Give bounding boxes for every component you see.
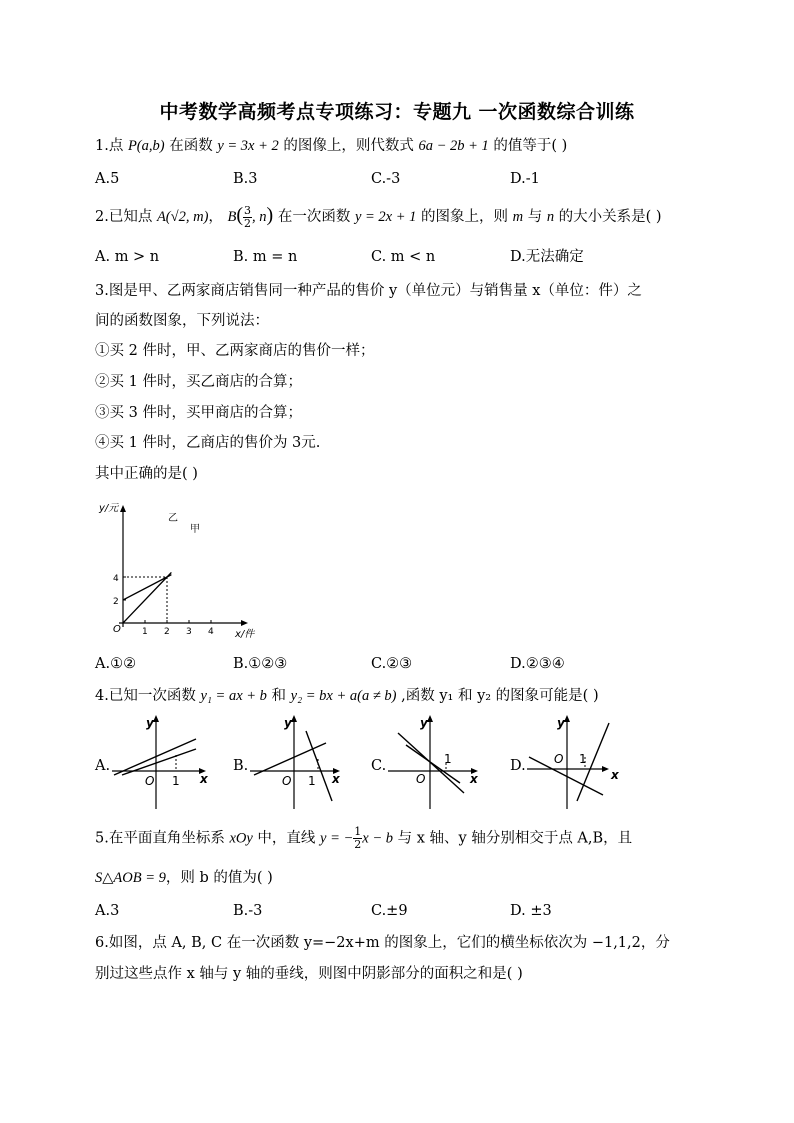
q5-post: 与 x 轴、y 轴分别相交于点 A,B，且	[393, 830, 633, 847]
q4c-one: 1	[444, 752, 452, 766]
q2-n: n	[546, 209, 555, 225]
q3-xtick-label: 3	[186, 627, 192, 637]
q4d-y-arrow-icon	[564, 715, 570, 722]
q3-xtick-label: 4	[208, 627, 214, 637]
q1-post: 的值等于( )	[488, 138, 568, 154]
q3-xlabel: x/件	[235, 629, 255, 640]
q3-xtick-label: 1	[142, 627, 148, 637]
q4-label-c: C.	[371, 758, 387, 774]
q4d-one: 1	[579, 752, 587, 766]
q5-area: S△AOB = 9	[95, 870, 166, 886]
q3-stem-line2: 间的函数图象，下列说法：	[95, 313, 269, 329]
q4-function-1: y₁ = ax + b	[200, 688, 267, 704]
q2-point-b-letter: B	[227, 209, 237, 225]
q2-frac-den: 2	[244, 216, 252, 230]
q3-statement-3: ③买 3 件时，买甲商店的合算；	[95, 405, 302, 421]
q4-function-2: y₂ = bx + a(a ≠ b)	[290, 688, 397, 704]
q2-pre: 2.已知点	[95, 209, 157, 225]
q1-mid: 在函数	[164, 138, 218, 154]
q3-series-yi	[123, 575, 171, 600]
q5-fraction	[353, 826, 362, 851]
q1-expression: 6a − 2b + 1	[418, 138, 489, 154]
q4a-origin: O	[145, 774, 155, 788]
q4a-y-arrow-icon	[153, 715, 159, 722]
q3-graph-plot	[113, 505, 248, 637]
q2-point-a: A(√2, m)	[156, 209, 209, 225]
q3-ytick-label: 4	[113, 574, 119, 584]
q5-option-d: D. ±3	[510, 903, 552, 919]
q4d-y-label: y	[557, 716, 565, 730]
q4-label-b: B.	[233, 758, 249, 774]
q4a-line-1	[114, 739, 196, 775]
q1-mid2: 的图像上，则代数式	[278, 138, 419, 154]
q4-post: ,函数 y₁ 和 y₂ 的图象可能是( )	[396, 688, 599, 704]
q4c-y-arrow-icon	[427, 715, 433, 722]
q3-xtick-label: 2	[164, 627, 170, 637]
q4b-x-label: x	[332, 772, 340, 786]
q1-function: y = 3x + 2	[217, 138, 279, 154]
q3-label-jia: 甲	[190, 524, 200, 535]
q4-graph-d	[523, 713, 627, 811]
q2-paren-right: )	[266, 204, 274, 226]
q6-stem-line1: 6.如图，点 A, B, C 在一次函数 y=−2x+m 的图象上，它们的横坐标依次为 −1,1,2，分	[95, 935, 670, 951]
q4d-line-1	[529, 757, 603, 795]
q4b-y-label: y	[284, 716, 292, 730]
q3-option-c: C.②③	[371, 656, 413, 672]
q3-statement-1: ①买 2 件时，甲、乙两家商店的售价一样；	[95, 343, 375, 359]
q4-and: 和	[266, 688, 291, 704]
q3-ask: 其中正确的是( )	[95, 466, 198, 482]
q4b-line-2	[306, 731, 332, 801]
q2-sep: ，	[208, 209, 223, 225]
q4-label-d: D.	[510, 758, 526, 774]
q3-option-d: D.②③④	[510, 656, 565, 672]
q6-stem-line2: 别过这些点作 x 轴与 y 轴的垂线，则图中阴影部分的面积之和是( )	[95, 966, 523, 982]
q2-option-b: B. m = n	[233, 249, 298, 265]
question-4-stem	[95, 686, 599, 706]
q2-mid: 在一次函数	[273, 209, 355, 225]
q5-line2-post: ，则 b 的值为( )	[165, 870, 273, 886]
q4a-x-label: x	[200, 772, 208, 786]
q4c-origin: O	[416, 772, 426, 786]
q5-option-b: B.-3	[233, 903, 263, 919]
question-2-stem	[95, 203, 662, 230]
q1-option-d: D.-1	[510, 171, 540, 187]
q4a-y-label: y	[146, 716, 154, 730]
q5-frac-num: 1	[354, 825, 362, 838]
q3-ytick-label: 2	[113, 597, 119, 607]
q5-pre: 5.在平面直角坐标系	[95, 830, 230, 847]
q4c-x-label: x	[470, 772, 478, 786]
q4c-line-2	[406, 745, 460, 783]
q1-option-a: A.5	[95, 171, 120, 187]
q4c-y-label: y	[420, 716, 428, 730]
q5-func-pre: y = −	[320, 830, 354, 847]
q4d-x-label: x	[611, 768, 619, 782]
q4b-one: 1	[308, 774, 316, 788]
q3-series-jia	[123, 572, 171, 623]
q3-price-graph	[95, 497, 265, 642]
q5-system: xOy	[229, 830, 253, 847]
q4b-y-arrow-icon	[291, 715, 297, 722]
q4-label-a: A.	[95, 758, 111, 774]
q4b-line-1	[254, 743, 326, 775]
q2-option-a: A. m > n	[95, 249, 160, 265]
q4a-one: 1	[172, 774, 180, 788]
q5-option-a: A.3	[95, 903, 120, 919]
q2-frac-num: 3	[244, 203, 252, 217]
q4d-origin: O	[554, 752, 564, 766]
q3-statement-4: ④买 1 件时，乙商店的售价为 3元.	[95, 435, 321, 451]
q3-x-arrow-icon	[241, 620, 248, 626]
q5-option-c: C.±9	[371, 903, 408, 919]
q1-option-b: B.3	[233, 171, 258, 187]
q2-post: 的大小关系是( )	[554, 209, 662, 225]
q2-fraction	[243, 205, 252, 230]
q4d-x-arrow-icon	[602, 766, 609, 772]
q3-y-arrow-icon	[120, 505, 126, 512]
q2-option-c: C. m < n	[371, 249, 436, 265]
q4-graph-b	[246, 713, 350, 811]
q4-graph-a	[108, 713, 212, 811]
q3-option-a: A.①②	[95, 656, 137, 672]
q3-label-yi: 乙	[168, 513, 178, 524]
q4b-origin: O	[282, 774, 292, 788]
question-1-stem	[95, 136, 567, 156]
q2-and: 与	[523, 209, 547, 225]
q3-option-b: B.①②③	[233, 656, 288, 672]
q2-option-d: D.无法确定	[510, 249, 584, 265]
q3-stem-line1: 3.图是甲、乙两家商店销售同一种产品的售价 y（单位元）与销售量 x（单位：件）之	[95, 283, 642, 299]
q2-point-b-n: , n	[252, 209, 267, 225]
q4-pre: 4.已知一次函数	[95, 688, 201, 704]
q5-mid: 中，直线	[252, 830, 321, 847]
q5-frac-den: 2	[354, 838, 362, 851]
q5-func-post: x − b	[362, 830, 394, 847]
q2-m: m	[512, 209, 524, 225]
q3-origin: O	[113, 624, 121, 635]
q1-option-c: C.-3	[371, 171, 401, 187]
q5-line2	[95, 868, 273, 888]
q4-graph-c	[384, 713, 488, 811]
q2-paren-left: (	[236, 204, 244, 226]
q1-point: P(a,b)	[127, 138, 165, 154]
q3-ylabel: y/元	[99, 503, 119, 514]
page-title: 中考数学高频考点专项练习：专题九 一次函数综合训练	[159, 101, 635, 123]
q3-statement-2: ②买 1 件时，买乙商店的合算；	[95, 374, 302, 390]
q1-pre: 1.点	[95, 138, 128, 154]
q2-function: y = 2x + 1	[354, 209, 417, 225]
q2-mid2: 的图象上，则	[416, 209, 513, 225]
question-5-stem	[95, 826, 632, 851]
